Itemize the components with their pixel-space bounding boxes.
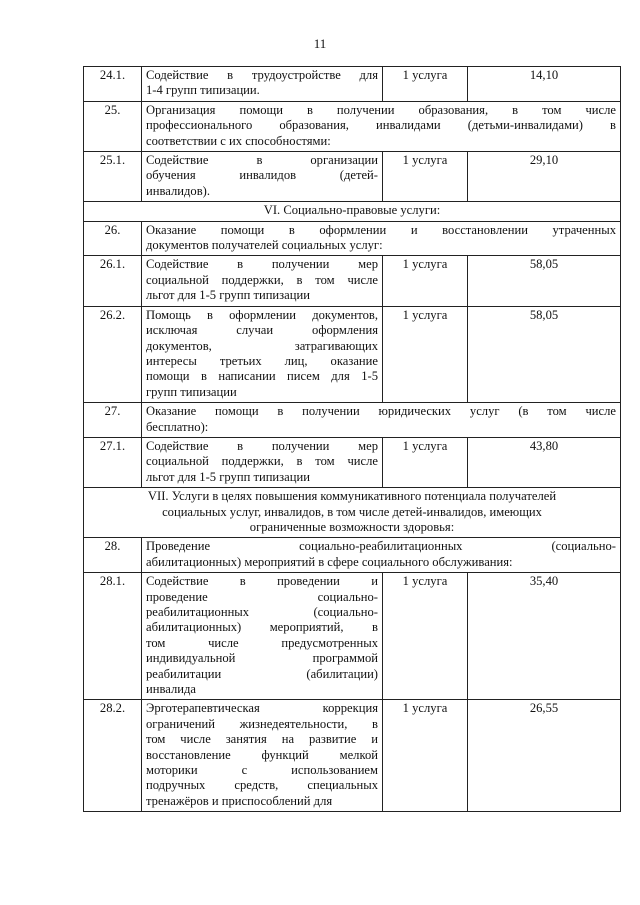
text-line: VI. Социально-правовые услуги: <box>263 203 441 218</box>
service-price: 43,80 <box>468 437 621 487</box>
section-row <box>84 488 621 538</box>
text-line: Оказание помощи в получении юридических услуг (в том числе <box>146 404 616 419</box>
text-line: Организация помощи в получении образования, в том числе <box>146 102 616 117</box>
text-line: групп типизации <box>146 384 237 399</box>
row-number: 27. <box>84 403 142 438</box>
services-table-body <box>84 67 621 812</box>
text-line: инвалидов). <box>146 183 210 198</box>
service-row <box>84 573 621 700</box>
group-row <box>84 403 621 438</box>
text-line: Содействие в организации <box>146 153 378 168</box>
text-line: соответствии с их способностями: <box>146 133 331 148</box>
text-line: том числе занятия на развитие и <box>146 732 378 747</box>
service-name <box>142 437 383 487</box>
text-line: социальной поддержки, в том числе <box>146 272 378 287</box>
service-row <box>84 700 621 812</box>
page-number: 11 <box>313 36 327 51</box>
text-line: интересы третьих лиц, оказание <box>146 353 378 368</box>
group-title <box>142 221 621 256</box>
service-row <box>84 152 621 202</box>
text-line: Проведение социально-реабилитационных (социально- <box>146 539 616 554</box>
text-line: восстановление функций мелкой <box>146 747 378 762</box>
text-line: ограниченные возможности здоровья: <box>249 519 455 534</box>
service-price: 14,10 <box>468 67 621 102</box>
group-title <box>142 403 621 438</box>
service-price: 35,40 <box>468 573 621 700</box>
service-price: 26,55 <box>468 700 621 812</box>
row-number: 28.2. <box>84 700 142 812</box>
services-table <box>83 66 621 812</box>
text-line: проведение социально- <box>146 589 378 604</box>
text-line: профессионального образования, инвалидами (детьми-инвалидами) в <box>146 118 616 133</box>
row-number: 28. <box>84 538 142 573</box>
service-name <box>142 256 383 306</box>
service-row <box>84 256 621 306</box>
text-line: льгот для 1-5 групп типизации <box>146 469 310 484</box>
section-row <box>84 202 621 221</box>
service-unit: 1 услуга <box>383 306 468 402</box>
group-title <box>142 538 621 573</box>
text-line: подручных средств, специальных <box>146 778 378 793</box>
text-line: бесплатно): <box>146 419 209 434</box>
text-line: индивидуальной программой <box>146 651 378 666</box>
service-price: 58,05 <box>468 306 621 402</box>
text-line: моторики с использованием <box>146 763 378 778</box>
section-title <box>84 488 621 538</box>
service-unit: 1 услуга <box>383 700 468 812</box>
group-row <box>84 101 621 151</box>
text-line: Содействие в получении мер <box>146 438 378 453</box>
text-line: том числе предусмотренных <box>146 635 378 650</box>
text-line: тренажёров и приспособлений для <box>146 793 333 808</box>
text-line: инвалида <box>146 682 196 697</box>
row-number: 25.1. <box>84 152 142 202</box>
text-line: VII. Услуги в целях повышения коммуникативного потенциала получателей <box>147 489 557 504</box>
text-line: социальной поддержки, в том числе <box>146 454 378 469</box>
text-line: реабилитации (абилитации) <box>146 666 378 681</box>
text-line: помощи в написании писем для 1-5 <box>146 369 378 384</box>
text-line: ограничений жизнедеятельности, в <box>146 716 378 731</box>
service-name <box>142 152 383 202</box>
row-number: 25. <box>84 101 142 151</box>
text-line: Оказание помощи в оформлении и восстановлении утраченных <box>146 222 616 237</box>
text-line: реабилитационных (социально- <box>146 605 378 619</box>
text-line: обучения инвалидов (детей- <box>146 168 378 183</box>
service-row <box>84 67 621 102</box>
text-line: исключая случаи оформления <box>146 323 378 338</box>
service-unit: 1 услуга <box>383 67 468 102</box>
row-number: 24.1. <box>84 67 142 102</box>
text-line: абилитационных) мероприятий, в <box>146 620 378 635</box>
group-row <box>84 538 621 573</box>
text-line: документов, затрагивающих <box>146 338 378 353</box>
row-number: 27.1. <box>84 437 142 487</box>
row-number: 26.1. <box>84 256 142 306</box>
row-number: 26. <box>84 221 142 256</box>
group-row <box>84 221 621 256</box>
text-line: Содействие в проведении и <box>146 574 378 589</box>
text-line: Содействие в получении мер <box>146 257 378 272</box>
service-unit: 1 услуга <box>383 437 468 487</box>
text-line: Эрготерапевтическая коррекция <box>146 701 378 716</box>
group-title <box>142 101 621 151</box>
service-unit: 1 услуга <box>383 152 468 202</box>
text-line: Содействие в трудоустройстве для <box>146 68 378 82</box>
text-line: льгот для 1-5 групп типизации <box>146 288 310 303</box>
service-price: 29,10 <box>468 152 621 202</box>
service-row <box>84 306 621 402</box>
service-price: 58,05 <box>468 256 621 306</box>
text-line: социальных услуг, инвалидов, в том числе детей-инвалидов, имеющих <box>162 504 542 519</box>
service-unit: 1 услуга <box>383 256 468 306</box>
service-name <box>142 306 383 402</box>
row-number: 26.2. <box>84 306 142 402</box>
text-line: Помощь в оформлении документов, <box>146 307 378 322</box>
service-unit: 1 услуга <box>383 573 468 700</box>
row-number: 28.1. <box>84 573 142 700</box>
section-title <box>84 202 621 221</box>
text-line: 1-4 групп типизации. <box>146 83 260 98</box>
text-line: абилитационных) мероприятий в сфере социального обслуживания: <box>146 554 513 569</box>
service-name <box>142 67 383 102</box>
service-name <box>142 700 383 812</box>
text-line: документов получателей социальных услуг: <box>146 238 383 253</box>
service-name <box>142 573 383 700</box>
service-row <box>84 437 621 487</box>
